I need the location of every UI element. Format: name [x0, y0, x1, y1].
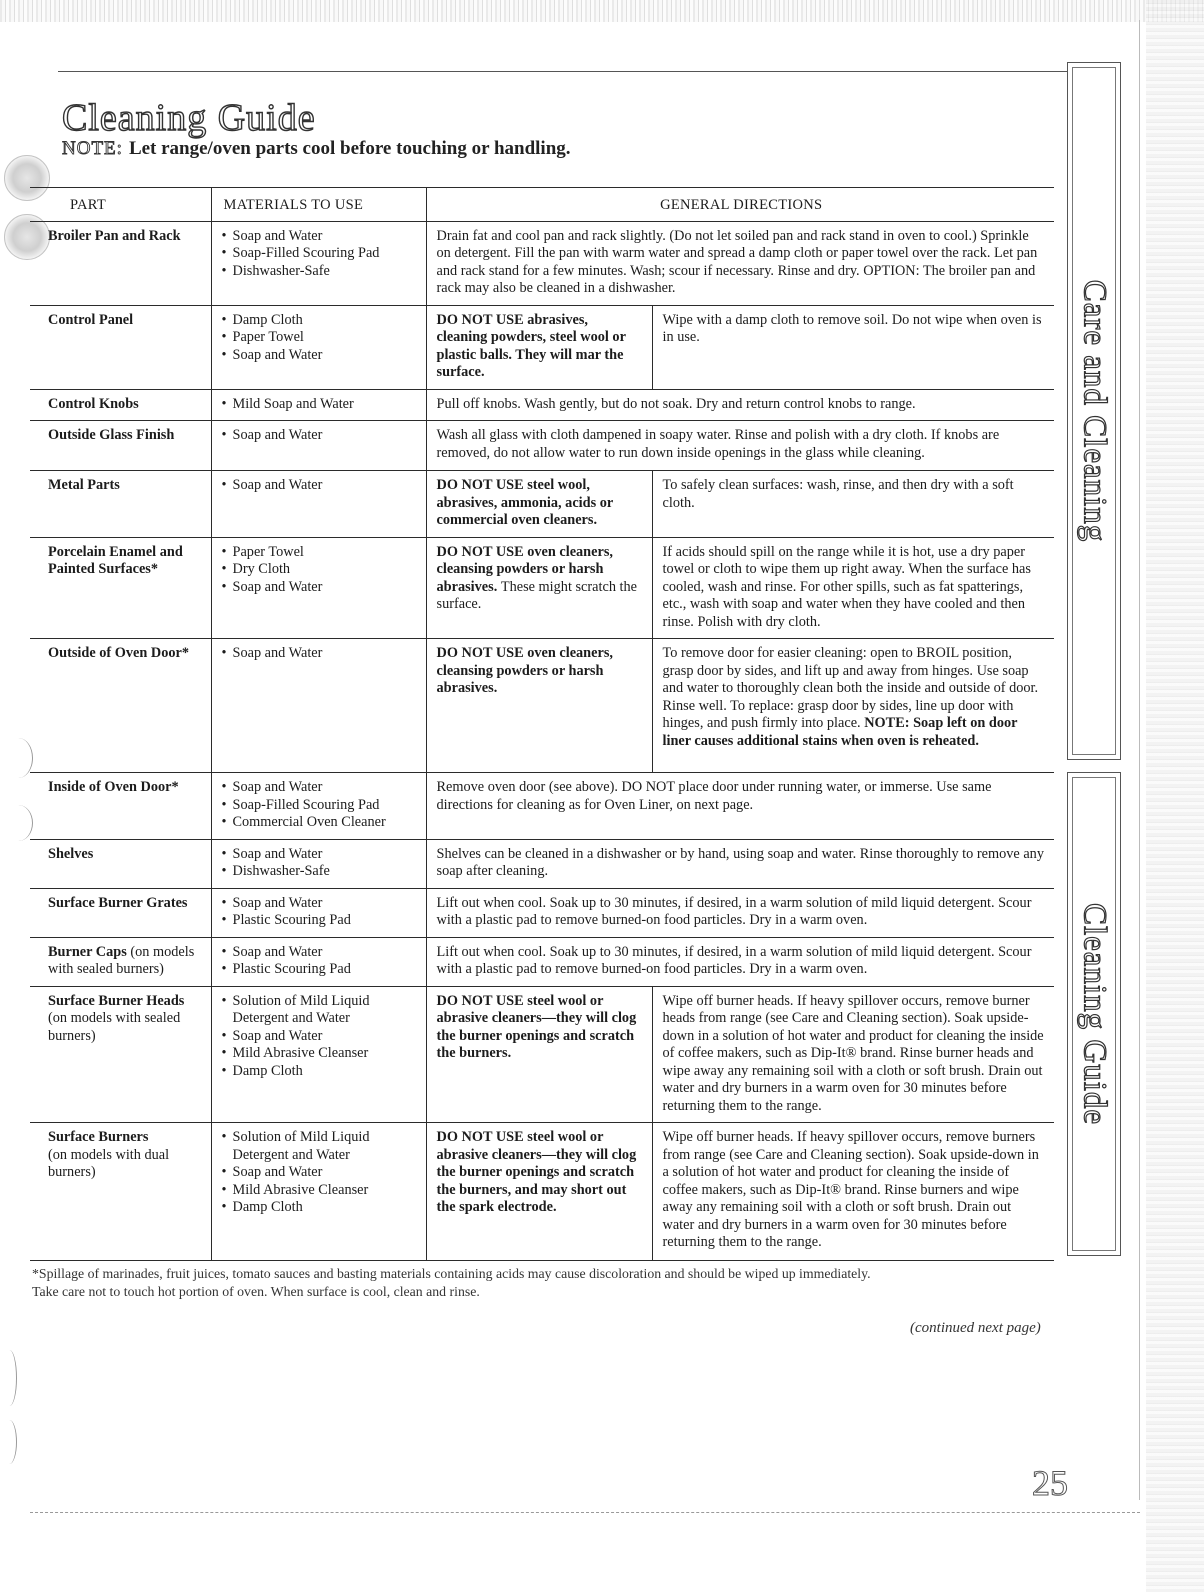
material-item: • Dishwasher-Safe [222, 863, 416, 881]
materials-cell [211, 839, 426, 888]
directions-cell: Wipe off burner heads. If heavy spillover occurs, remove burner heads from range (see Care and Cleaning section). Soak upside-down in a solution of hot water and product for cleaning the inside of coffee makers, such as Dip-It® brand. Rinse burner heads and wipe away any remaining soil with a cloth or soft brush. Drain out water and dry burners in a warm oven for 30 minutes before returning them to the range. [652, 986, 1054, 1123]
table-row [30, 639, 1054, 773]
scan-noise-right [1146, 0, 1204, 1592]
material-item: • Damp Cloth [222, 1063, 416, 1081]
table-row [30, 471, 1054, 538]
header-materials: MATERIALS TO USE [211, 188, 426, 222]
material-item: • Soap and Water [222, 1164, 416, 1182]
material-item: • Plastic Scouring Pad [222, 912, 416, 930]
part-cell: Porcelain Enamel and Painted Surfaces* [30, 537, 211, 639]
material-item: • Mild Abrasive Cleanser [222, 1182, 416, 1200]
part-note: (on models with sealed burners) [48, 943, 195, 977]
material-item: • Soap and Water [222, 1028, 416, 1046]
page-edge-rule [1139, 20, 1140, 1500]
directions-cell: To safely clean surfaces: wash, rinse, and then dry with a soft cloth. [652, 471, 1054, 538]
continued-note: (continued next page) [910, 1320, 1041, 1336]
table-row [30, 839, 1054, 888]
page-number: 25 [1032, 1463, 1068, 1503]
footnote-line: *Spillage of marinades, fruit juices, tomato sauces and basting materials containing acids may cause discoloration and should be wiped up immediately. [32, 1266, 871, 1281]
materials-cell [211, 389, 426, 421]
footnote [32, 1265, 1032, 1301]
topic-tab-label: Cleaning Guide [1076, 902, 1113, 1126]
materials-cell [211, 305, 426, 389]
material-item: • Paper Towel [222, 329, 416, 347]
material-item: • Damp Cloth [222, 312, 416, 330]
section-tab [1067, 62, 1121, 760]
part-note: (on models with sealed burners) [48, 1010, 181, 1044]
part-cell: Metal Parts [30, 471, 211, 538]
warning-cell: DO NOT USE oven cleaners, cleansing powders or harsh abrasives. [426, 639, 652, 773]
directions-cell: Lift out when cool. Soak up to 30 minutes, if desired, in a warm solution of mild liquid detergent. Scour with a plastic pad to remove burned-on food particles. Dry in a warm oven. [426, 888, 1054, 937]
footnote-line: Take care not to touch hot portion of oven. When surface is cool, clean and rinse. [32, 1284, 480, 1299]
material-item: • Damp Cloth [222, 1199, 416, 1217]
material-item: • Dry Cloth [222, 561, 416, 579]
part-cell [30, 937, 211, 986]
warning-cell: DO NOT USE steel wool or abrasive cleaners—they will clog the burner openings and scratch the burners. [426, 986, 652, 1123]
section-tab-label: Care and Cleaning [1076, 279, 1113, 543]
materials-cell [211, 537, 426, 639]
directions-cell: Drain fat and cool pan and rack slightly. (Do not let soiled pan and rack stand in oven to cool.) Sprinkle on detergent. Fill the pan with warm water and spread a damp cloth or paper towel over the rack. Let pan and rack stand for a few minutes. Wash; scour if necessary. Rinse and dry. OPTION: The broiler pan and rack may also be cleaned in a dishwasher. [426, 221, 1054, 305]
material-item: • Dishwasher-Safe [222, 263, 416, 281]
material-item: • Mild Abrasive Cleanser [222, 1045, 416, 1063]
part-note: (on models with dual burners) [48, 1146, 170, 1180]
material-item: • Soap and Water [222, 779, 416, 797]
margin-bracket-icon [4, 805, 33, 841]
part-cell: Inside of Oven Door* [30, 773, 211, 840]
materials-cell [211, 937, 426, 986]
part-cell: Broiler Pan and Rack [30, 221, 211, 305]
scan-noise-top [0, 0, 1204, 22]
materials-cell [211, 888, 426, 937]
directions-cell: Lift out when cool. Soak up to 30 minutes, if desired, in a warm solution of mild liquid detergent. Scour with a plastic pad to remove burned-on food particles. Dry in a warm oven. [426, 937, 1054, 986]
note-label: NOTE: [62, 138, 123, 159]
table-row [30, 421, 1054, 471]
directions-note: NOTE: Soap left on door liner causes additional stains when oven is reheated. [662, 715, 1018, 749]
top-rule [58, 71, 1068, 72]
margin-bracket-icon [2, 1420, 17, 1464]
note-text: Let range/oven parts cool before touching or handling. [128, 138, 571, 159]
part-name: Surface Burner Heads [48, 992, 185, 1009]
directions-cell: If acids should spill on the range while it is hot, use a dry paper towel or cloth to wipe them up right away. When the surface has cooled, wash and rinse. For other spills, such as fat spatterings, etc., wash with soap and water when they have cooled and then rinse. Polish with dry cloth. [652, 537, 1054, 639]
material-item: • Paper Towel [222, 544, 416, 562]
part-cell: Outside Glass Finish [30, 421, 211, 471]
directions-cell: Wipe off burner heads. If heavy spillover occurs, remove burners from range (see Care and Cleaning section). Soak upside-down in a solution of hot water and product for cleaning the inside of coffee makers, such as Dip-It® brand. Rinse burners and wipe away any remaining soil with a cloth or soft brush. Drain out water and dry burners in a warm oven for 30 minutes before returning them to the range. [652, 1123, 1054, 1261]
directions-cell: Shelves can be cleaned in a dishwasher or by hand, using soap and water. Rinse thoroughly to remove any soap after cleaning. [426, 839, 1054, 888]
material-item: • Soap-Filled Scouring Pad [222, 797, 416, 815]
table-row [30, 221, 1054, 305]
topic-tab [1067, 772, 1121, 1256]
material-item: • Soap and Water [222, 846, 416, 864]
material-item: • Soap and Water [222, 347, 416, 365]
table-row [30, 888, 1054, 937]
part-cell [30, 986, 211, 1123]
table-row [30, 986, 1054, 1123]
material-item: • Solution of Mild Liquid Detergent and Water [222, 1129, 416, 1164]
table-row [30, 1123, 1054, 1261]
table-row [30, 389, 1054, 421]
warning-normal-text: These might scratch the surface. [436, 578, 638, 612]
material-item: • Soap and Water [222, 228, 416, 246]
part-cell: Surface Burner Grates [30, 888, 211, 937]
material-item: • Commercial Oven Cleaner [222, 814, 416, 832]
directions-cell [652, 639, 1054, 773]
materials-cell [211, 1123, 426, 1261]
part-name: Surface Burners [48, 1129, 149, 1145]
material-item: • Soap and Water [222, 477, 416, 495]
warning-bold-text: DO NOT USE oven cleaners, cleansing powders or harsh abrasives. [436, 543, 613, 595]
table-row [30, 305, 1054, 389]
materials-cell [211, 471, 426, 538]
materials-cell [211, 773, 426, 840]
directions-cell: Pull off knobs. Wash gently, but do not soak. Dry and return control knobs to range. [426, 389, 1054, 421]
material-item: • Soap and Water [222, 579, 416, 597]
warning-cell [426, 537, 652, 639]
directions-cell: Remove oven door (see above). DO NOT place door under running water, or immerse. Use same directions for cleaning as for Oven Liner, on next page. [426, 773, 1054, 840]
materials-cell [211, 421, 426, 471]
cleaning-guide-table [30, 187, 1054, 1261]
material-item: • Plastic Scouring Pad [222, 961, 416, 979]
materials-cell [211, 639, 426, 773]
margin-bracket-icon [2, 1350, 17, 1406]
header-part: PART [30, 188, 211, 222]
material-item: • Soap-Filled Scouring Pad [222, 245, 416, 263]
part-name: Burner Caps [48, 943, 127, 960]
warning-cell: DO NOT USE steel wool or abrasive cleaners—they will clog the burner openings and scratch the burners, and may short out the spark electrode. [426, 1123, 652, 1261]
table-row [30, 773, 1054, 840]
material-item: • Soap and Water [222, 427, 416, 445]
material-item: • Soap and Water [222, 895, 416, 913]
materials-cell [211, 986, 426, 1123]
part-cell: Outside of Oven Door* [30, 639, 211, 773]
directions-cell: Wipe with a damp cloth to remove soil. Do not wipe when oven is in use. [652, 305, 1054, 389]
margin-bracket-icon [4, 738, 33, 778]
part-cell: Control Panel [30, 305, 211, 389]
directions-text: To remove door for easier cleaning: open to BROIL position, grasp door by sides, and lift up and away from hinges. Use soap and water to thoroughly clean both the inside and outside of door. Rinse well. To replace: grasp door by sides, line up door with hinges, and push firmly into place. [662, 645, 1039, 731]
bottom-rule [30, 1512, 1140, 1513]
material-item: • Soap and Water [222, 645, 416, 663]
material-item: • Mild Soap and Water [222, 396, 416, 414]
table-row [30, 937, 1054, 986]
warning-cell: DO NOT USE steel wool, abrasives, ammonia, acids or commercial oven cleaners. [426, 471, 652, 538]
materials-cell [211, 221, 426, 305]
material-item: • Soap and Water [222, 944, 416, 962]
material-item: • Solution of Mild Liquid Detergent and Water [222, 993, 416, 1028]
part-cell [30, 1123, 211, 1261]
table-row [30, 537, 1054, 639]
header-directions: GENERAL DIRECTIONS [426, 188, 1054, 222]
part-cell: Control Knobs [30, 389, 211, 421]
cool-down-note [62, 138, 571, 160]
directions-cell: Wash all glass with cloth dampened in soapy water. Rinse and polish with a dry cloth. If knobs are removed, do not allow water to run down inside openings in the glass while cleaning. [426, 421, 1054, 471]
warning-cell: DO NOT USE abrasives, cleaning powders, steel wool or plastic balls. They will mar the surface. [426, 305, 652, 389]
table-header-row [30, 188, 1054, 222]
page-title: Cleaning Guide [62, 97, 316, 139]
part-cell: Shelves [30, 839, 211, 888]
